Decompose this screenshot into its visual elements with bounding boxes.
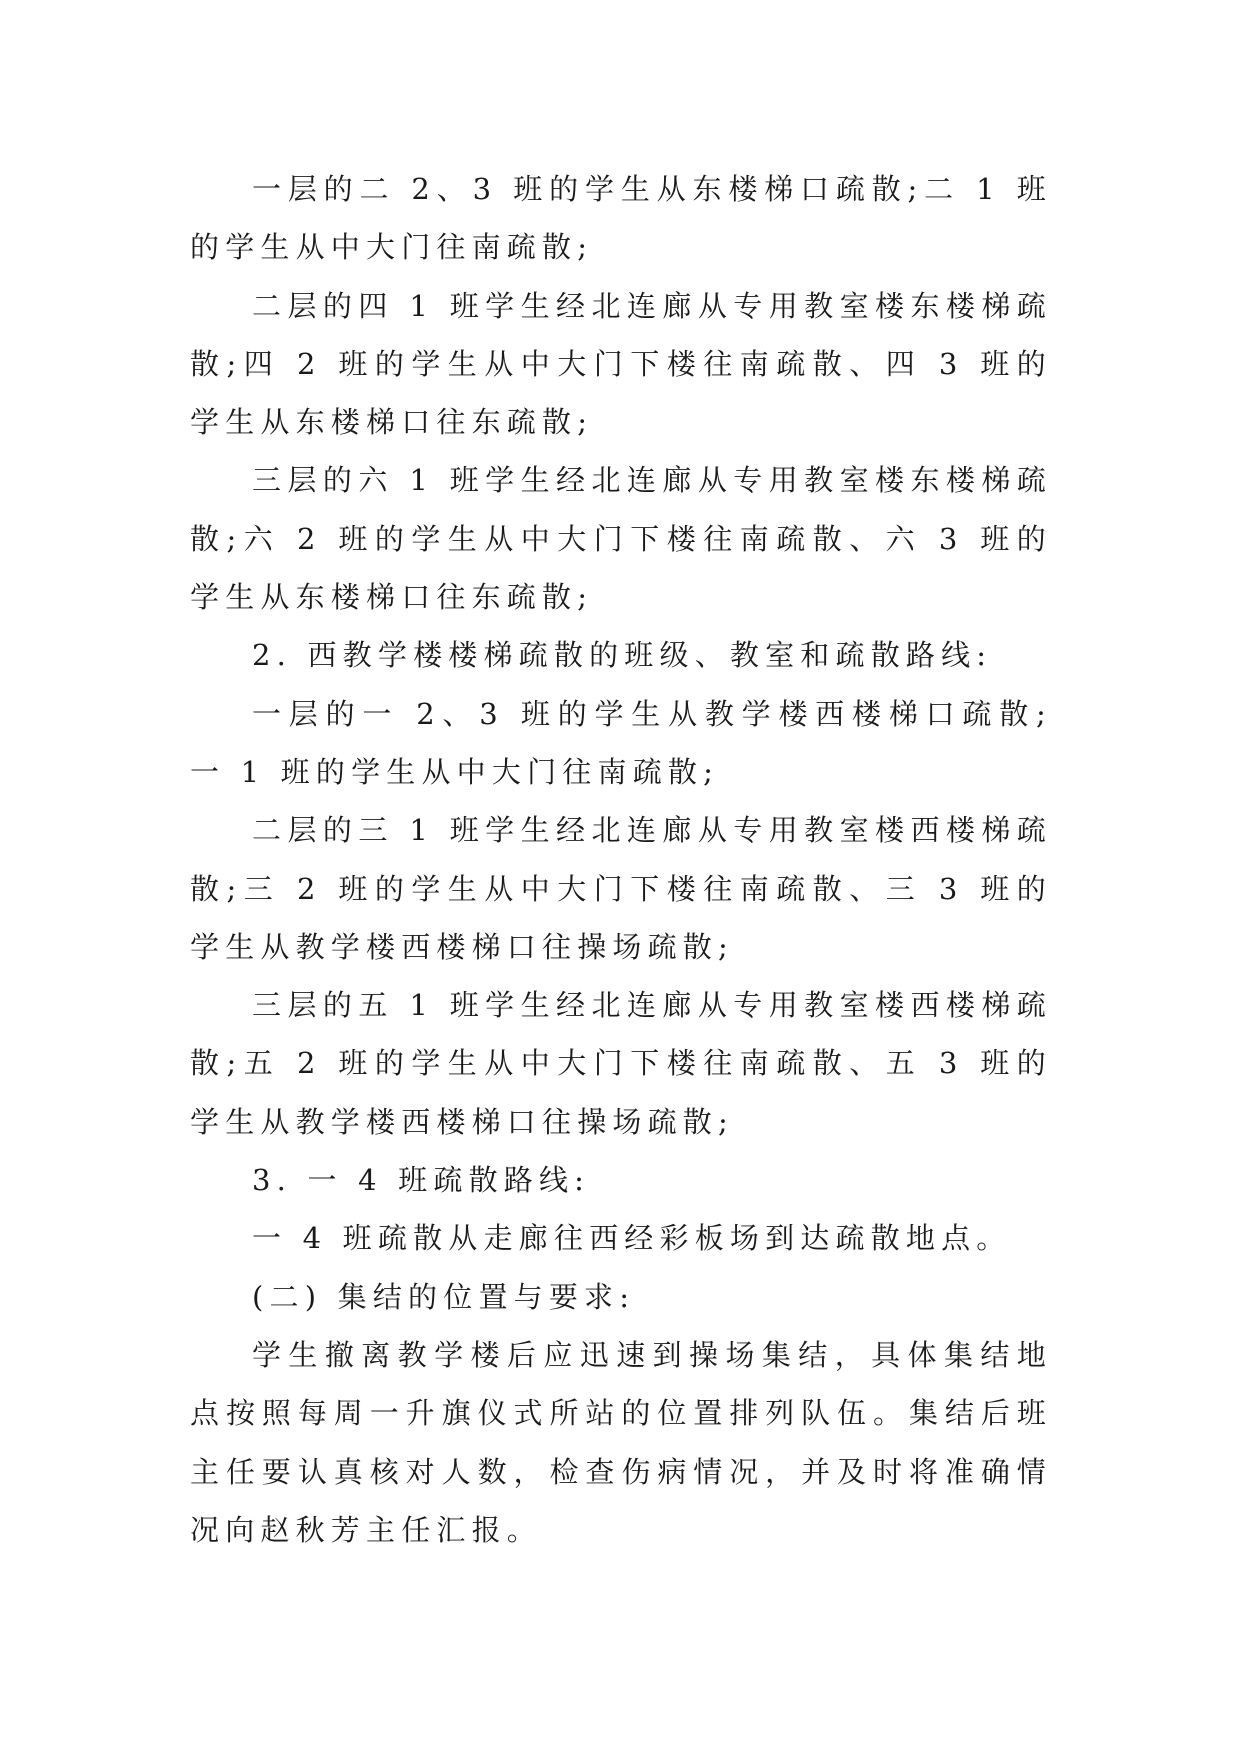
document-body [190, 160, 1052, 1559]
paragraph-west-floor-3: 三层的五 1 班学生经北连廊从专用教室楼西楼梯疏散;五 2 班的学生从中大门下楼往南疏散、五 3 班的学生从教学楼西楼梯口往操场疏散; [190, 988, 1052, 1139]
paragraph-west-floor-1: 一层的一 2、3 班的学生从教学楼西楼梯口疏散;一 1 班的学生从中大门往南疏散; [190, 696, 1052, 789]
heading-class-1-4-route: 3. 一 4 班疏散路线: [252, 1163, 591, 1198]
paragraph-east-floor-2: 二层的四 1 班学生经北连廊从专用教室楼东楼梯疏散;四 2 班的学生从中大门下楼往南疏散、四 3 班的学生从东楼梯口往东疏散; [190, 288, 1052, 440]
paragraph-assembly-requirements: 学生撤离教学楼后应迅速到操场集结，具体集结地点按照每周一升旗仪式所站的位置排列队伍。集结后班主任要认真核对人数，检查伤病情况，并及时将准确情况向赵秋芳主任汇报。 [190, 1337, 1052, 1547]
paragraph-east-floor-1: 一层的二 2、3 班的学生从东楼梯口疏散;二 1 班的学生从中大门往南疏散; [190, 172, 1052, 265]
paragraph-west-floor-2: 二层的三 1 班学生经北连廊从专用教室楼西楼梯疏散;三 2 班的学生从中大门下楼往南疏散、三 3 班的学生从教学楼西楼梯口往操场疏散; [190, 813, 1052, 964]
heading-west-building-routes: 2. 西教学楼楼梯疏散的班级、教室和疏散路线: [252, 638, 993, 673]
paragraph-east-floor-3: 三层的六 1 班学生经北连廊从专用教室楼东楼梯疏散;六 2 班的学生从中大门下楼往南疏散、六 3 班的学生从东楼梯口往东疏散; [190, 463, 1052, 615]
heading-assembly-requirements: (二) 集结的位置与要求: [252, 1279, 636, 1314]
paragraph-class-1-4-route: 一 4 班疏散从走廊往西经彩板场到达疏散地点。 [252, 1221, 1012, 1256]
